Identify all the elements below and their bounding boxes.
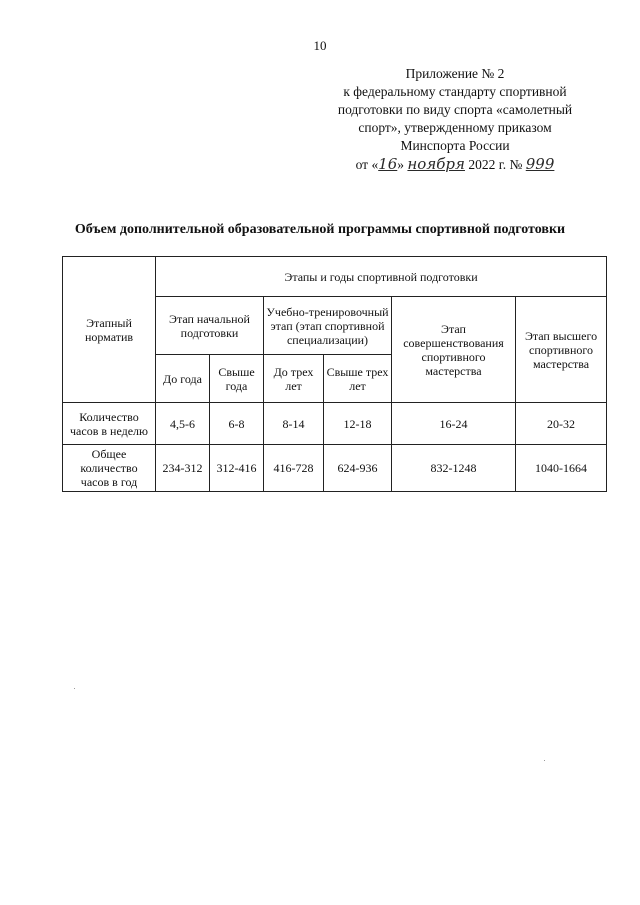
- sub-header-over-three: Свыше трех лет: [324, 355, 392, 403]
- table-cell: 16-24: [392, 403, 516, 445]
- appendix-line-5: Минспорта России: [400, 138, 510, 153]
- stage-training-header: Учебно-тренировочный этап (этап спортивной специализации): [264, 297, 392, 355]
- stage-higher-header: Этап высшего спортивного мастерства: [516, 297, 607, 403]
- appendix-header: [305, 65, 605, 174]
- table-row: [63, 403, 607, 445]
- year-and-number-label: 2022 г. №: [468, 157, 523, 172]
- table-row: [63, 445, 607, 492]
- order-date-line: [305, 155, 605, 174]
- table-cell: 8-14: [264, 403, 324, 445]
- stage-initial-header: Этап начальной подготовки: [156, 297, 264, 355]
- page-number: 10: [313, 38, 327, 53]
- handwritten-order-number: 999: [525, 155, 555, 173]
- table-cell: 234-312: [156, 445, 210, 492]
- table-cell: 416-728: [264, 445, 324, 492]
- scan-speck: [74, 688, 75, 689]
- document-title: Объем дополнительной образовательной программы спортивной подготовки: [74, 222, 566, 237]
- norm-column-header: Этапный норматив: [63, 257, 156, 403]
- sub-header-up-to-three: До трех лет: [264, 355, 324, 403]
- stages-header: Этапы и годы спортивной подготовки: [156, 257, 607, 297]
- row-label: Общее количество часов в год: [63, 445, 156, 492]
- row-label: Количество часов в неделю: [63, 403, 156, 445]
- appendix-line-3: подготовки по виду спорта «самолетный: [337, 102, 573, 117]
- sub-header-over-year: Свыше года: [210, 355, 264, 403]
- table-cell: 20-32: [516, 403, 607, 445]
- table-cell: 1040-1664: [516, 445, 607, 492]
- stage-improvement-header: Этап совершенствования спортивного мастерства: [392, 297, 516, 403]
- handwritten-day: 16: [378, 155, 398, 173]
- appendix-line-4: спорт», утвержденному приказом: [358, 120, 552, 135]
- date-prefix: от «: [355, 157, 379, 172]
- sub-header-up-to-year: До года: [156, 355, 210, 403]
- table-cell: 6-8: [210, 403, 264, 445]
- date-mid: »: [397, 157, 405, 172]
- table-cell: 312-416: [210, 445, 264, 492]
- scan-speck: [544, 760, 545, 761]
- table-cell: 4,5-6: [156, 403, 210, 445]
- handwritten-month: ноября: [407, 155, 465, 173]
- appendix-line-1: Приложение № 2: [405, 66, 505, 81]
- training-volume-table: [62, 256, 607, 492]
- table-cell: 832-1248: [392, 445, 516, 492]
- appendix-line-2: к федеральному стандарту спортивной: [343, 84, 567, 99]
- table-cell: 624-936: [324, 445, 392, 492]
- table-cell: 12-18: [324, 403, 392, 445]
- table-header-row: [63, 257, 607, 297]
